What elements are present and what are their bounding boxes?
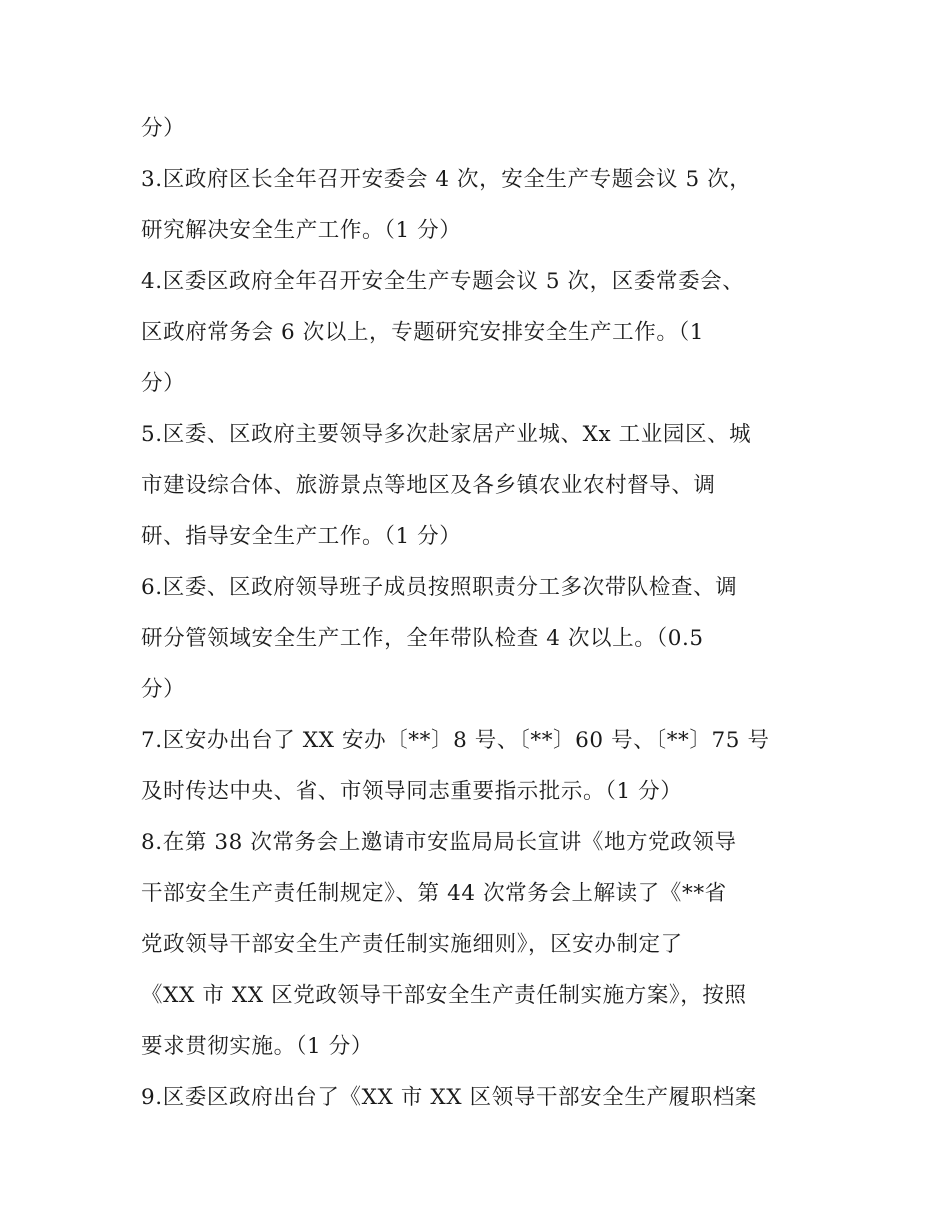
text-line: 研、指导安全生产工作。（1 分）: [141, 524, 462, 549]
text-line: 及时传达中央、省、市领导同志重要指示批示。（1 分）: [141, 779, 683, 804]
text-line: 党政领导干部安全生产责任制实施细则》，区安办制定了: [141, 932, 683, 957]
text-line: 区政府常务会 6 次以上，专题研究安排安全生产工作。（1: [141, 320, 705, 345]
text-line: 干部安全生产责任制规定》、第 44 次常务会上解读了《**省: [141, 881, 727, 906]
text-line: 6.区委、区政府领导班子成员按照职责分工多次带队检查、调: [141, 575, 738, 600]
text-line: 8.在第 38 次常务会上邀请市安监局局长宣讲《地方党政领导: [141, 830, 737, 855]
text-line: 9.区委区政府出台了《XX 市 XX 区领导干部安全生产履职档案: [141, 1085, 757, 1110]
text-line: 分）: [141, 371, 186, 396]
text-line: 3.区政府区长全年召开安委会 4 次，安全生产专题会议 5 次，: [141, 167, 752, 192]
text-line: 分）: [141, 116, 186, 141]
text-line: 《XX 市 XX 区党政领导干部安全生产责任制实施方案》，按照: [141, 983, 747, 1008]
text-line: 4.区委区政府全年召开安全生产专题会议 5 次，区委常委会、: [141, 269, 745, 294]
text-line: 要求贯彻实施。（1 分）: [141, 1034, 373, 1059]
text-line: 分）: [141, 677, 186, 702]
text-line: 研究解决安全生产工作。（1 分）: [141, 218, 462, 243]
text-line: 5.区委、区政府主要领导多次赴家居产业城、Xx 工业园区、城: [141, 422, 752, 447]
text-line: 研分管领域安全生产工作，全年带队检查 4 次以上。（0.5: [141, 626, 704, 651]
text-line: 7.区安办出台了 XX 安办〔**〕8 号、〔**〕60 号、〔**〕75 号: [141, 728, 770, 753]
text-line: 市建设综合体、旅游景点等地区及各乡镇农业农村督导、调: [141, 473, 716, 498]
